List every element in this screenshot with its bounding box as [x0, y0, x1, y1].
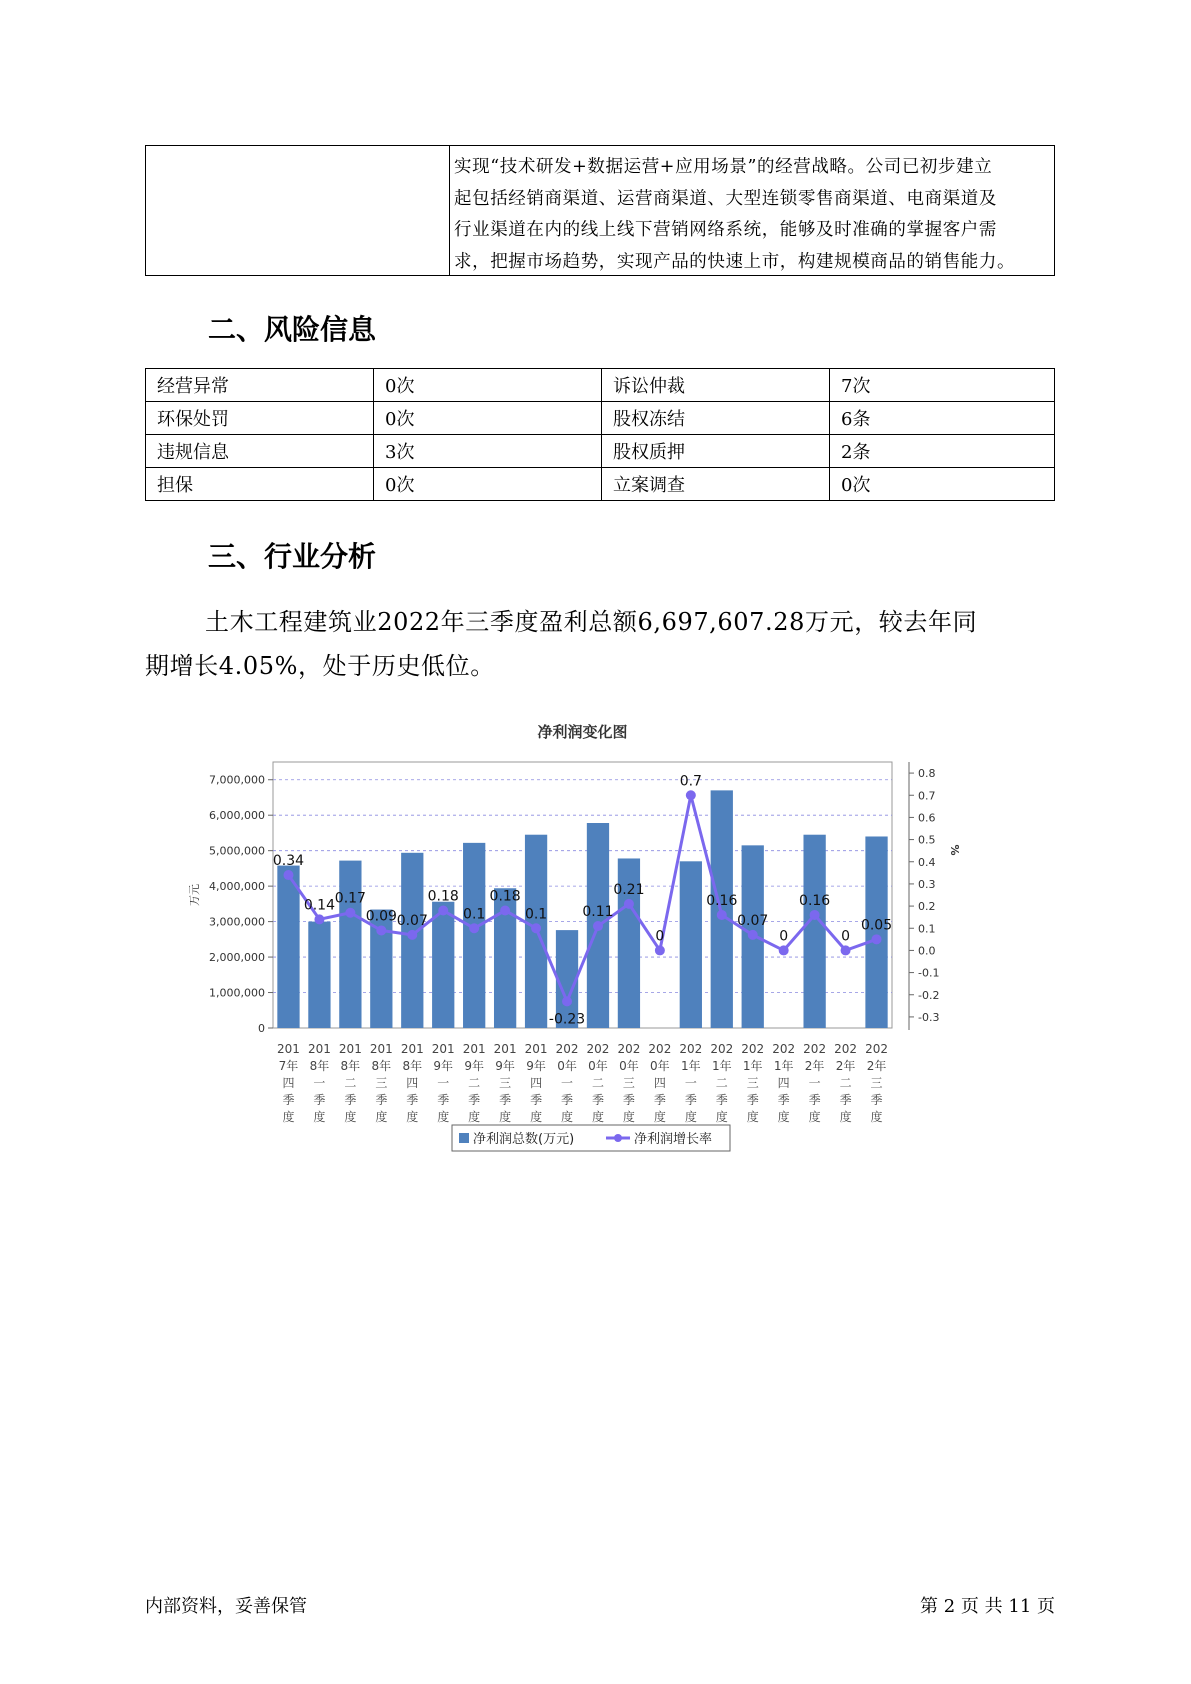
growth-rate-point [810, 910, 820, 920]
growth-rate-data-label: 0.34 [272, 853, 305, 870]
x-tick-label: 四 [777, 1076, 790, 1090]
x-tick-label: 四 [530, 1076, 543, 1090]
right-tick-label: 0.4 [918, 855, 936, 869]
x-tick-label: 201 [338, 1042, 362, 1056]
risk-value: 0次 [374, 369, 602, 402]
growth-rate-point [841, 945, 851, 955]
x-tick-label: 1年 [711, 1059, 732, 1073]
x-tick-label: 三 [375, 1076, 388, 1090]
growth-rate-data-label: 0.7 [679, 773, 702, 790]
x-tick-label: 四 [282, 1076, 295, 1090]
x-tick-label: 度 [499, 1110, 512, 1124]
bar [401, 853, 423, 1028]
x-tick-label: 9年 [495, 1059, 515, 1073]
x-tick-label: 四 [406, 1076, 419, 1090]
growth-rate-data-label: 0.16 [706, 892, 738, 909]
x-tick-label: 度 [344, 1110, 357, 1124]
x-tick-label: 季 [653, 1093, 666, 1107]
x-tick-label: 度 [437, 1110, 450, 1124]
x-tick-label: 201 [307, 1042, 331, 1056]
industry-section-title: 三、行业分析 [208, 540, 377, 573]
legend-line-marker [614, 1134, 622, 1142]
x-tick-label: 三 [746, 1076, 759, 1090]
x-tick-label: 8年 [340, 1059, 361, 1073]
bar [339, 861, 361, 1028]
left-tick-label: 2,000,000 [209, 951, 265, 965]
risk-label: 违规信息 [146, 435, 374, 468]
growth-rate-data-label: 0.07 [396, 912, 428, 929]
x-tick-label: 度 [530, 1110, 543, 1124]
x-tick-label: 0年 [588, 1059, 608, 1073]
x-tick-label: 二 [344, 1076, 357, 1090]
risk-value: 0次 [374, 402, 602, 435]
x-tick-label: 一 [437, 1076, 450, 1090]
x-tick-label: 三 [622, 1076, 635, 1090]
x-tick-label: 202 [586, 1042, 610, 1056]
table-text-cell [450, 146, 1054, 275]
text-line: 行业渠道在内的线上线下营销网络系统，能够及时准确的掌握客户需 [454, 220, 997, 240]
table-row [146, 369, 1055, 402]
x-tick-label: 度 [870, 1110, 883, 1124]
x-tick-label: 季 [839, 1093, 852, 1107]
left-tick-label: 1,000,000 [209, 986, 265, 1000]
right-tick-label: 0.1 [918, 922, 936, 936]
risk-label: 担保 [146, 468, 374, 501]
text-line: 起包括经销商渠道、运营商渠道、大型连锁零售商渠道、电商渠道及 [454, 188, 997, 209]
x-tick-label: 二 [591, 1076, 604, 1090]
x-tick-label: 8年 [371, 1059, 392, 1073]
growth-rate-data-label: 0.14 [303, 897, 336, 914]
x-tick-label: 202 [741, 1042, 765, 1056]
legend-bar-swatch [459, 1133, 469, 1143]
right-tick-label: 0.2 [918, 900, 936, 914]
x-tick-label: 度 [282, 1110, 295, 1124]
left-axis-title: 万元 [188, 884, 201, 906]
bar [680, 861, 702, 1028]
x-tick-label: 0年 [619, 1059, 639, 1073]
x-tick-label: 季 [406, 1093, 419, 1107]
growth-rate-data-label: 0.17 [334, 890, 366, 907]
x-tick-label: 度 [808, 1110, 821, 1124]
left-tick-label: 7,000,000 [209, 773, 265, 787]
growth-rate-point [500, 906, 510, 916]
growth-rate-point [593, 921, 603, 931]
x-tick-label: 季 [746, 1093, 759, 1107]
x-tick-label: 7年 [278, 1059, 299, 1073]
footer-page-number: 第 2 页 共 11 页 [920, 1596, 1055, 1617]
right-axis-title: % [948, 844, 961, 856]
growth-rate-data-label: 0.1 [463, 906, 486, 923]
bar [432, 902, 454, 1028]
right-tick-label: 0.3 [918, 877, 936, 891]
left-tick-label: 5,000,000 [209, 844, 265, 858]
x-tick-label: 度 [406, 1110, 419, 1124]
risk-label: 股权质押 [602, 435, 830, 468]
growth-rate-data-label: 0.18 [489, 888, 521, 905]
left-tick-label: 0 [258, 1022, 265, 1035]
x-tick-label: 季 [313, 1093, 326, 1107]
x-tick-label: 二 [715, 1076, 728, 1090]
risk-label: 股权冻结 [602, 402, 830, 435]
risk-value: 0次 [374, 468, 602, 501]
risk-label: 诉讼仲裁 [602, 369, 830, 402]
risk-value: 2条 [830, 435, 1055, 468]
left-tick-label: 6,000,000 [209, 809, 265, 823]
bar [463, 843, 485, 1028]
x-tick-label: 季 [282, 1093, 295, 1107]
bar [277, 866, 299, 1028]
table-row [146, 468, 1055, 501]
left-tick-label: 3,000,000 [209, 915, 265, 929]
risk-value: 7次 [830, 369, 1055, 402]
x-tick-label: 度 [468, 1110, 481, 1124]
x-tick-label: 8年 [402, 1059, 423, 1073]
x-tick-label: 三 [499, 1076, 512, 1090]
x-tick-label: 度 [561, 1110, 574, 1124]
x-tick-label: 2年 [866, 1059, 887, 1073]
x-tick-label: 季 [684, 1093, 697, 1107]
x-tick-label: 度 [591, 1110, 604, 1124]
growth-rate-point [779, 945, 789, 955]
x-tick-label: 季 [622, 1093, 635, 1107]
x-tick-label: 度 [653, 1110, 666, 1124]
x-tick-label: 202 [803, 1042, 827, 1056]
growth-rate-data-label: 0.1 [524, 906, 548, 923]
right-tick-label: -0.3 [918, 1010, 940, 1024]
x-tick-label: 202 [679, 1042, 703, 1056]
growth-rate-point [407, 930, 417, 940]
text-line: 实现“技术研发+数据运营+应用场景”的经营战略。公司已初步建立 [454, 157, 993, 177]
x-tick-label: 201 [493, 1042, 517, 1056]
x-tick-label: 201 [400, 1042, 424, 1056]
growth-rate-point [872, 934, 882, 944]
risk-label: 立案调查 [602, 468, 830, 501]
x-tick-label: 一 [808, 1076, 821, 1090]
risk-value: 0次 [830, 468, 1055, 501]
growth-rate-point [686, 790, 696, 800]
x-tick-label: 201 [462, 1042, 486, 1056]
table-row [146, 435, 1055, 468]
x-tick-label: 三 [870, 1076, 883, 1090]
x-tick-label: 202 [772, 1042, 796, 1056]
x-tick-label: 季 [344, 1093, 357, 1107]
footer-confidential-note: 内部资料，妥善保管 [145, 1596, 307, 1617]
left-tick-label: 4,000,000 [209, 880, 265, 894]
x-tick-label: 201 [369, 1042, 393, 1056]
x-tick-label: 季 [375, 1093, 388, 1107]
growth-rate-point [531, 923, 541, 933]
x-tick-label: 度 [684, 1110, 697, 1124]
paragraph-line: 期增长4.05%，处于历史低位。 [145, 652, 495, 680]
x-tick-label: 一 [313, 1076, 326, 1090]
growth-rate-data-label: -0.23 [548, 1011, 586, 1028]
x-tick-label: 9年 [526, 1059, 546, 1073]
net-profit-chart [180, 720, 1040, 1170]
x-tick-label: 201 [277, 1042, 300, 1056]
x-tick-label: 一 [684, 1076, 697, 1090]
x-tick-label: 202 [834, 1042, 858, 1056]
right-tick-label: -0.2 [918, 988, 940, 1002]
growth-rate-data-label: 0.11 [582, 904, 614, 921]
growth-rate-data-label: 0.07 [737, 912, 769, 929]
x-tick-label: 度 [839, 1110, 852, 1124]
text-line: 求，把握市场趋势，实现产品的快速上市，构建规模商品的销售能力。 [454, 251, 1016, 272]
x-tick-label: 季 [499, 1093, 512, 1107]
growth-rate-point [469, 923, 479, 933]
legend-line-label: 净利润增长率 [634, 1132, 713, 1147]
growth-rate-point [314, 914, 324, 924]
x-tick-label: 201 [431, 1042, 455, 1056]
growth-rate-data-label: 0 [655, 928, 665, 945]
x-tick-label: 202 [617, 1042, 641, 1056]
growth-rate-point [717, 910, 727, 920]
x-tick-label: 1年 [681, 1059, 701, 1073]
risk-value: 6条 [830, 402, 1055, 435]
growth-rate-data-label: 0.16 [799, 892, 831, 909]
company-profile-table [145, 145, 1055, 276]
risk-label: 经营异常 [146, 369, 374, 402]
paragraph-line: 土木工程建筑业2022年三季度盈利总额6,697,607.28万元，较去年同 [205, 608, 978, 636]
risk-label: 环保处罚 [146, 402, 374, 435]
risk-value: 3次 [374, 435, 602, 468]
x-tick-label: 季 [437, 1093, 450, 1107]
growth-rate-data-label: 0.18 [427, 888, 459, 905]
table-row [146, 402, 1055, 435]
x-tick-label: 二 [468, 1076, 481, 1090]
growth-rate-point [624, 899, 634, 909]
right-tick-label: 0.8 [918, 767, 936, 781]
x-tick-label: 季 [591, 1093, 604, 1107]
growth-rate-point [283, 870, 293, 880]
x-tick-label: 度 [715, 1110, 728, 1124]
growth-rate-data-label: 0 [841, 928, 851, 945]
x-tick-label: 季 [561, 1093, 574, 1107]
growth-rate-point [345, 908, 355, 918]
x-tick-label: 度 [777, 1110, 790, 1124]
x-tick-label: 季 [715, 1093, 728, 1107]
x-tick-label: 202 [648, 1042, 672, 1056]
x-tick-label: 季 [468, 1093, 481, 1107]
x-tick-label: 度 [622, 1110, 635, 1124]
x-tick-label: 度 [313, 1110, 326, 1124]
x-tick-label: 度 [375, 1110, 388, 1124]
growth-rate-data-label: 0.09 [365, 908, 397, 925]
bar [803, 835, 825, 1028]
x-tick-label: 1年 [773, 1059, 794, 1073]
x-tick-label: 1年 [742, 1059, 763, 1073]
x-tick-label: 202 [555, 1042, 579, 1056]
x-tick-label: 季 [777, 1093, 790, 1107]
right-tick-label: 0.0 [918, 944, 936, 958]
chart-svg [180, 720, 1040, 1170]
x-tick-label: 0年 [557, 1059, 577, 1073]
x-tick-label: 季 [808, 1093, 821, 1107]
x-tick-label: 9年 [433, 1059, 454, 1073]
growth-rate-data-label: 0.21 [613, 881, 645, 898]
growth-rate-point [376, 925, 386, 935]
x-tick-label: 2年 [804, 1059, 825, 1073]
x-tick-label: 度 [746, 1110, 759, 1124]
chart-title: 净利润变化图 [537, 723, 628, 741]
table-label-cell [146, 146, 450, 275]
x-tick-label: 202 [865, 1042, 888, 1056]
x-tick-label: 9年 [464, 1059, 484, 1073]
x-tick-label: 202 [710, 1042, 734, 1056]
right-tick-label: 0.5 [918, 833, 936, 847]
x-tick-label: 二 [839, 1076, 852, 1090]
right-tick-label: 0.7 [918, 789, 936, 803]
growth-rate-data-label: 0 [779, 928, 789, 945]
growth-rate-point [438, 906, 448, 916]
growth-rate-point [655, 945, 665, 955]
right-tick-label: 0.6 [918, 811, 936, 825]
right-tick-label: -0.1 [918, 966, 940, 980]
legend-bar-label: 净利润总数(万元) [473, 1132, 575, 1147]
growth-rate-point [748, 930, 758, 940]
x-tick-label: 一 [561, 1076, 574, 1090]
x-tick-label: 201 [524, 1042, 548, 1056]
risk-table [145, 368, 1055, 501]
x-tick-label: 季 [530, 1093, 543, 1107]
growth-rate-data-label: 0.05 [860, 917, 893, 934]
x-tick-label: 四 [653, 1076, 666, 1090]
risk-section-title: 二、风险信息 [208, 313, 377, 346]
bar [308, 922, 330, 1028]
x-tick-label: 季 [870, 1093, 883, 1107]
growth-rate-point [562, 996, 572, 1006]
x-tick-label: 0年 [650, 1059, 670, 1073]
industry-paragraph [145, 600, 1060, 688]
x-tick-label: 2年 [835, 1059, 856, 1073]
x-tick-label: 8年 [309, 1059, 330, 1073]
